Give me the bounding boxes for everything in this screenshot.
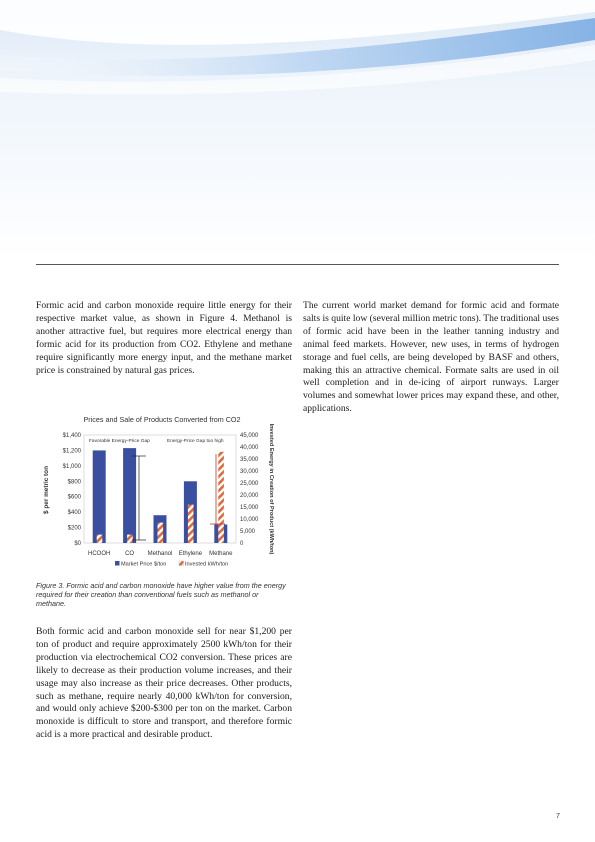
y-right-tick-label: 30,000: [240, 469, 259, 475]
y-right-tick-label: 20,000: [240, 493, 259, 499]
market-price-bar: [93, 450, 106, 543]
invested-energy-bar: [127, 535, 133, 543]
page-number: 7: [555, 811, 560, 820]
y-right-tick-label: 15,000: [240, 505, 259, 511]
y-axis-right-label: Invested Energy in Creation of Product (kWh/ton): [268, 423, 274, 555]
body-paragraph-2: The current world market demand for formic acid and formate salts is quite low (several million metric tons). The traditional uses of formic acid have been in the leather tanning industry and animal feed markets. However, new uses, in terms of hydrogen storage and fuel cells, are being developed by BASF and others, making this an attractive chemical. Formate salts are used in oil well completion and in de-icing of airport runways. Larger volumes and somewhat lower prices may expand these, and other, applications.: [303, 300, 559, 415]
y-right-tick-label: 10,000: [240, 517, 259, 523]
section-divider: [36, 264, 559, 265]
chart-legend: [115, 561, 228, 567]
figure-3-chart: [36, 410, 292, 575]
y-axis-label: $ per metric ton: [43, 466, 50, 514]
chart-title: Prices and Sale of Products Converted from CO2: [83, 415, 241, 424]
invested-energy-bar: [158, 523, 164, 543]
figure-caption: Figure 3. Formic acid and carbon monoxide have higher value from the energy required for their creation than conventional fuels such as methanol or methane.: [36, 581, 286, 609]
y-right-tick-label: 40,000: [240, 445, 259, 451]
y-tick-label: $1,000: [62, 463, 81, 470]
invested-energy-bar: [188, 505, 194, 543]
y-tick-label: $1,400: [62, 433, 81, 439]
x-tick-label: Methane: [209, 551, 233, 557]
annotation-favorable-gap: Favorable Energy-Price Gap: [89, 439, 150, 444]
y-tick-label: $400: [67, 510, 81, 517]
invested-energy-bar: [218, 452, 224, 543]
y-right-tick-label: 5,000: [240, 529, 256, 535]
x-tick-label: CO: [125, 551, 135, 557]
x-tick-label: HCOOH: [88, 551, 111, 557]
y-tick-label: $1,200: [62, 448, 81, 455]
header-banner: [0, 0, 595, 260]
legend-label-market: Market Price $/ton: [121, 561, 167, 568]
x-tick-label: Methanol: [147, 551, 173, 557]
x-tick-label: Ethylene: [178, 551, 203, 557]
y-tick-label: $600: [67, 494, 81, 501]
body-paragraph-1: Formic acid and carbon monoxide require little energy for their respective market value, as shown in Figure 4. Methanol is another attractive fuel, but requires more electrical energy than formic acid for its production from CO2. Ethylene and methane require significantly more energy input, and the methane market price is constrained by natural gas prices.: [36, 300, 292, 376]
y-tick-label: $0: [74, 541, 81, 547]
body-paragraph-3: Both formic acid and carbon monoxide sell for near $1,200 per ton of product and require approximately 2500 kWh/ton for their production via electrochemical CO2 conversion. These prices are likely to decrease as their production volume increases, and their usage may also increase as their price decreases. Other products, such as methane, require nearly 40,000 kWh/ton for conversion, and would only achieve $200-$300 per ton on the market. Carbon monoxide is difficult to store and transport, and therefore formic acid is a more practical and desirable product.: [36, 626, 292, 741]
legend-label-invested: Invested kWh/ton: [185, 561, 229, 568]
y-right-tick-label: 0: [240, 541, 244, 547]
y-tick-label: $200: [67, 525, 81, 532]
annotation-gap-too-high: Energy-Price Gap too high: [167, 439, 224, 444]
y-right-tick-label: 35,000: [240, 457, 259, 463]
y-right-tick-label: 45,000: [240, 433, 259, 439]
y-tick-label: $800: [67, 479, 81, 486]
market-price-bar: [123, 448, 136, 543]
invested-energy-bar: [97, 535, 103, 543]
y-right-tick-label: 25,000: [240, 481, 259, 487]
